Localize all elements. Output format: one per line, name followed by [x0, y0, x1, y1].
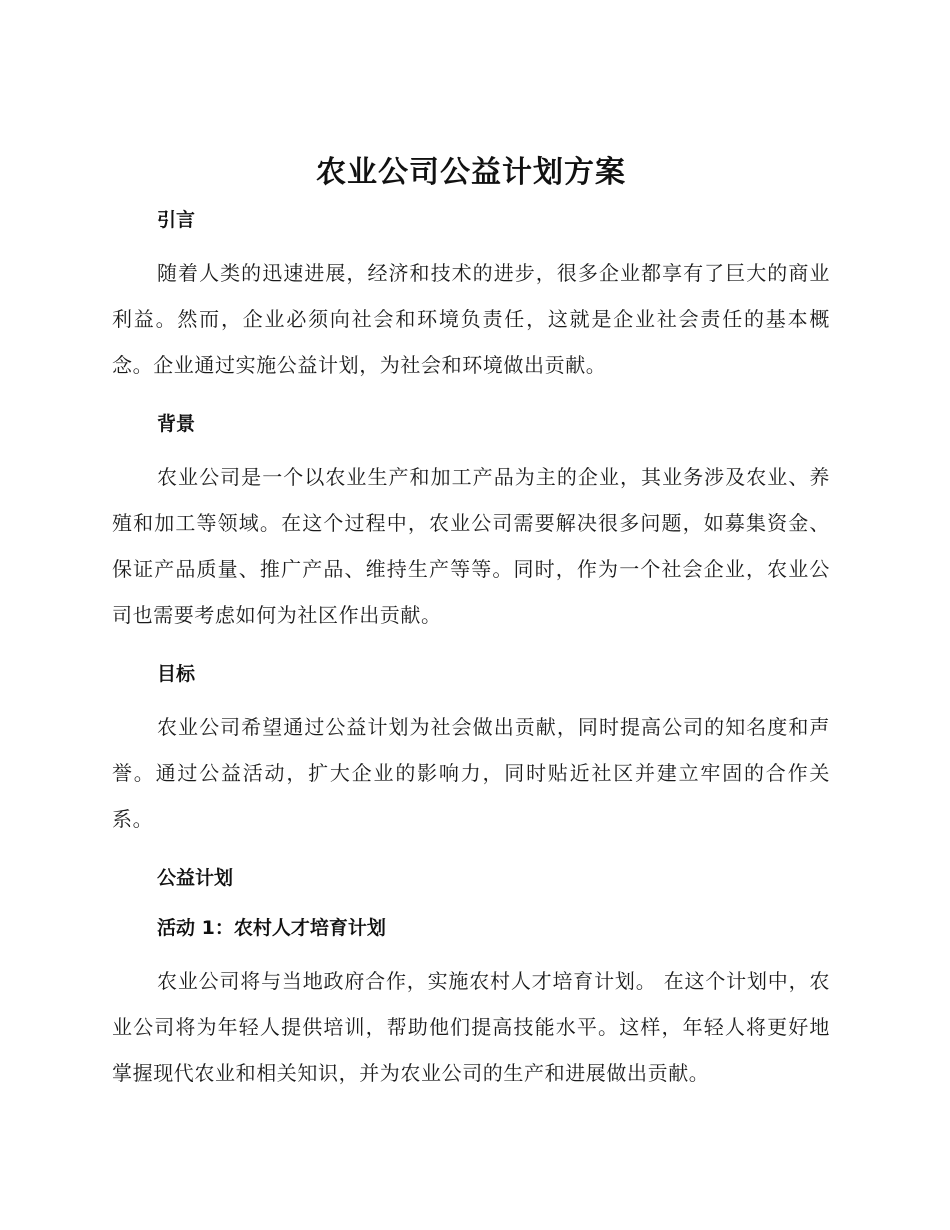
section-heading-activity-1: 活动 1：农村人才培育计划	[157, 917, 386, 939]
spacer	[112, 688, 830, 704]
section-heading-plan: 公益计划	[157, 867, 234, 889]
section-heading-background: 背景	[157, 413, 196, 435]
section-paragraph-intro: 随着人类的迅速进展，经济和技术的进步，很多企业都享有了巨大的商业利益。然而，企业必须向社会和环境负责任，这就是企业社会责任的基本概念。企业通过实施公益计划，为社会和环境做出贡献。	[112, 261, 830, 377]
spacer	[112, 942, 830, 958]
section-heading-intro: 引言	[157, 209, 196, 231]
section-paragraph-activity-1: 农业公司将与当地政府合作，实施农村人才培育计划。 在这个计划中，农业公司将为年轻人提供培训，帮助他们提高技能水平。这样，年轻人将更好地掌握现代农业和相关知识，并为农业公司的生产和进展做出贡献。	[112, 969, 830, 1085]
section-paragraph-goals: 农业公司希望通过公益计划为社会做出贡献，同时提高公司的知名度和声誉。通过公益活动，扩大企业的影响力，同时贴近社区并建立牢固的合作关系。	[112, 715, 830, 831]
section-heading-goals: 目标	[157, 663, 196, 685]
spacer	[112, 388, 830, 410]
spacer	[112, 892, 830, 914]
document-title: 农业公司公益计划方案	[316, 155, 626, 190]
spacer	[112, 638, 830, 660]
section-paragraph-background: 农业公司是一个以农业生产和加工产品为主的企业，其业务涉及农业、养殖和加工等领域。在这个过程中，农业公司需要解决很多问题，如募集资金、保证产品质量、推广产品、维持生产等等。同时，作为一个社会企业，农业公司也需要考虑如何为社区作出贡献。	[112, 465, 830, 627]
document-body	[112, 150, 830, 1096]
spacer	[112, 438, 830, 454]
spacer	[112, 196, 830, 206]
spacer	[112, 234, 830, 250]
spacer	[112, 842, 830, 864]
